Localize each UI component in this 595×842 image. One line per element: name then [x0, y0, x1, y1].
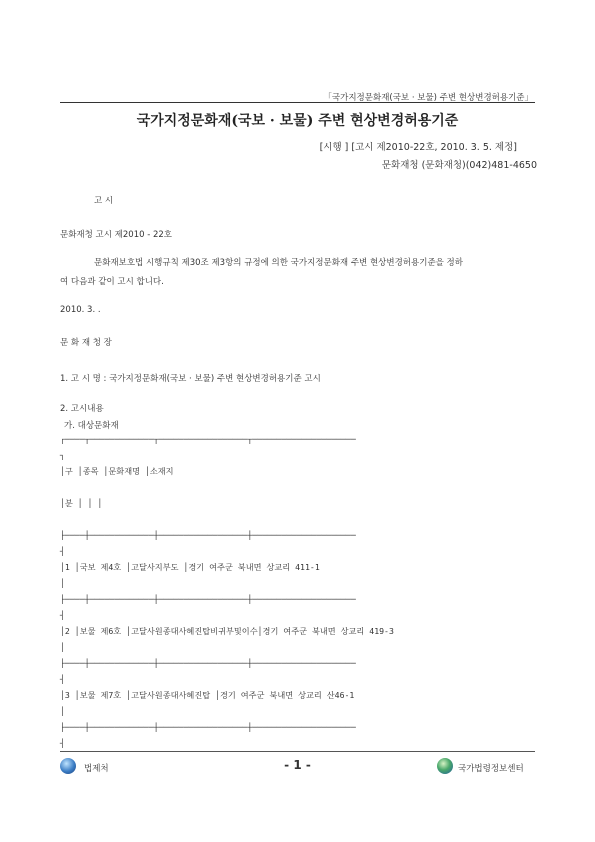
agency-contact: 문화재청 (문화재청)(042)481-4650 [381, 160, 537, 171]
table-separator-cont: ┤ [60, 738, 65, 748]
notice-number: 문화재청 고시 제2010 - 22호 [60, 230, 173, 240]
page-number: - 1 - [284, 758, 311, 772]
table-row-cont: │ [60, 706, 65, 716]
table-separator-cont: ┤ [60, 546, 65, 556]
item-2-title: 2. 고시내용 [60, 404, 104, 414]
table-border-top-cont: ┐ [60, 450, 65, 460]
table-separator: ├────┼─────────────┼──────────────────┼───────────────────── [60, 530, 356, 540]
table-header-row-1: │구 │종목 │문화재명 │소재지 [60, 466, 174, 476]
footer-left-label: 법제처 [84, 764, 109, 774]
item-1-title: 1. 고 시 명 : 국가지정문화재(국보 · 보물) 주변 현상변경허용기준 고시 [60, 374, 321, 384]
paragraph-line-1: 문화재보호법 시행규칙 제30조 제3항의 규정에 의한 국가지정문화재 주변 현상변경허용기준을 정하 [94, 258, 463, 268]
notice-heading: 고 시 [94, 196, 114, 206]
paragraph-line-2: 여 다음과 같이 고시 합니다. [60, 277, 164, 287]
footer-divider [60, 751, 535, 752]
table-row: │1 │국보 제4호 │고달사지부도 │경기 여주군 북내면 상교리 411-1 [60, 562, 320, 572]
table-separator-cont: ┤ [60, 610, 65, 620]
table-row-cont: │ [60, 578, 65, 588]
table-border-top: ┌────┬─────────────┬──────────────────┬───────────────────── [60, 434, 356, 444]
table-row: │3 │보물 제7호 │고달사원종대사혜진탑 │경기 여주군 북내면 상교리 산46-1 [60, 690, 355, 700]
table-separator: ├────┼─────────────┼──────────────────┼───────────────────── [60, 594, 356, 604]
document-title: 국가지정문화재(국보 · 보물) 주변 현상변경허용기준 [136, 113, 459, 129]
running-header-title: 「국가지정문화재(국보 · 보물) 주변 현상변경허용기준」 [323, 93, 533, 103]
header-divider [60, 102, 535, 103]
signatory: 문 화 재 청 장 [60, 338, 112, 348]
table-separator: ├────┼─────────────┼──────────────────┼───────────────────── [60, 722, 356, 732]
table-separator: ├────┼─────────────┼──────────────────┼───────────────────── [60, 658, 356, 668]
law-center-logo-icon [437, 758, 453, 774]
footer-right-label: 국가법령정보센터 [458, 764, 524, 774]
table-row-cont: │ [60, 642, 65, 652]
table-header-row-2: │분 │ │ │ [60, 498, 103, 508]
table-row: │2 │보물 제6호 │고달사원종대사혜진탑비귀부및이수│경기 여주군 북내면 상교리 419-3 [60, 626, 394, 636]
item-2a-title: 가. 대상문화재 [64, 421, 119, 431]
notice-date: 2010. 3. . [60, 305, 101, 315]
effective-date-info: [시행 ] [고시 제2010-22호, 2010. 3. 5. 제정] [319, 142, 517, 153]
table-separator-cont: ┤ [60, 674, 65, 684]
